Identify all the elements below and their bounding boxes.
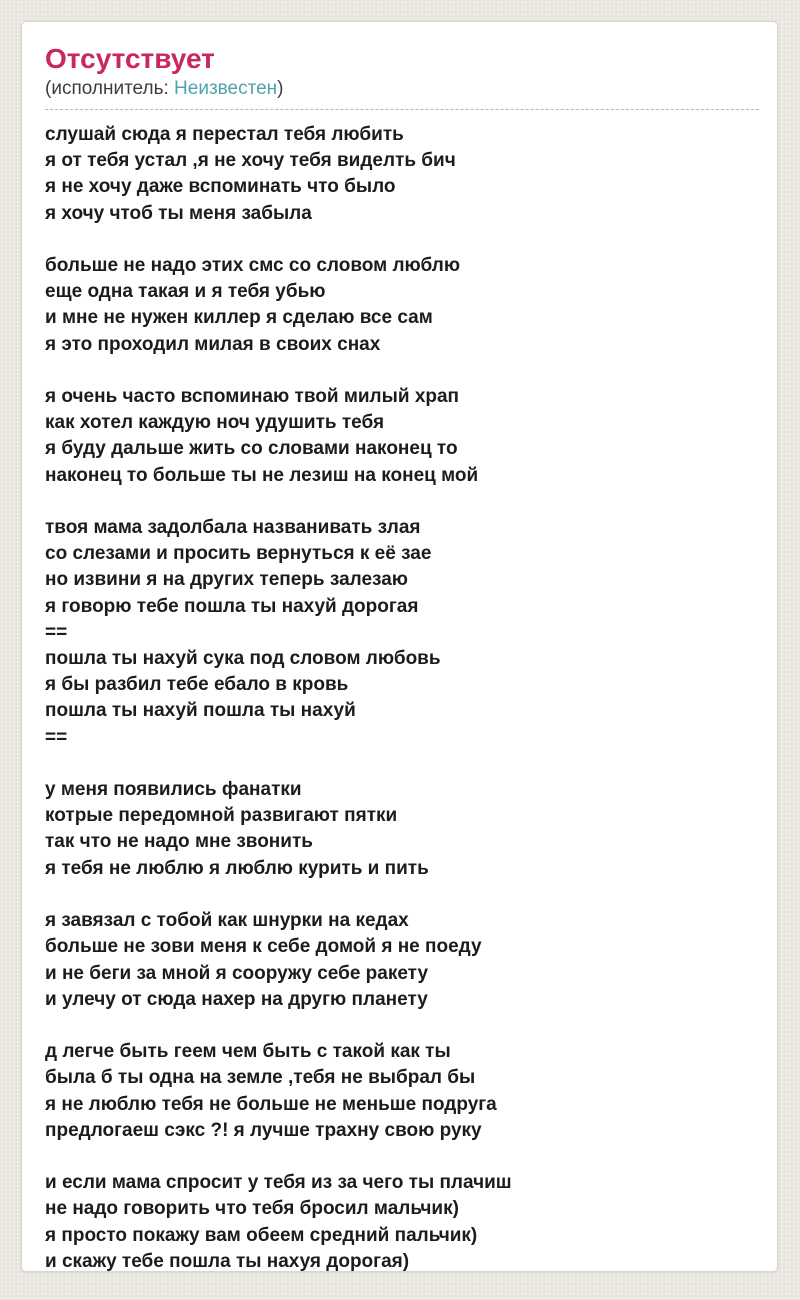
page-title: Отсутствует [45,43,215,74]
lyrics-line: и не беги за мной я сооружу себе ракету [45,962,429,984]
song-header [45,43,759,110]
artist-link[interactable]: Неизвестен [174,78,278,99]
lyrics-line: но извини я на других теперь залезаю [45,569,409,591]
lyrics-line: больше не надо этих смс со словом люблю [45,255,461,277]
artist-label-suffix: ) [277,78,284,99]
lyrics-blank-line [45,489,759,515]
lyrics-line: == [45,621,68,643]
lyrics-line: я завязал с тобой как шнурки на кедах [45,910,409,932]
lyrics-line: я от тебя устал ,я не хочу тебя виделть бич [45,150,456,172]
lyrics-line: я говорю тебе пошла ты нахуй дорогая [45,595,419,617]
lyrics-line: и скажу тебе пошла ты нахуя дорогая) [45,1250,410,1272]
lyrics-line: я тебя не люблю я люблю курить и пить [45,857,429,879]
lyrics-line: я не люблю тебя не больше не меньше подруга [45,1093,497,1115]
lyrics-line: предлогаеш сэкс ?! я лучше трахну свою руку [45,1119,482,1141]
artist-label-prefix: (исполнитель: [45,78,175,99]
lyrics-line: слушай сюда я перестал тебя любить [45,124,404,145]
lyrics-line: у меня появились фанатки [45,779,302,801]
content-card [21,21,778,1272]
lyrics-line: пошла ты нахуй сука под словом любовь [45,648,441,670]
lyrics-line: не надо говорить что тебя бросил мальчик) [45,1198,459,1220]
lyrics-line: еще одна такая и я тебя убью [45,281,326,303]
lyrics-blank-line [45,1013,759,1039]
lyrics-line: пошла ты нахуй пошла ты нахуй [45,700,356,722]
lyrics-line: я это проходил милая в своих снах [45,333,381,355]
lyrics-line: я не хочу даже вспоминать что было [45,176,396,198]
lyrics-line: == [45,726,68,748]
lyrics-line: д легче быть геем чем быть с такой как ты [45,1041,451,1063]
lyrics-line: я просто покажу вам обеем средний пальчик) [45,1224,478,1246]
lyrics-line: я бы разбил тебе ебало в кровь [45,674,349,696]
lyrics-blank-line [45,227,759,253]
lyrics-line: и мне не нужен киллер я сделаю все сам [45,307,433,329]
lyrics-blank-line [45,358,759,384]
lyrics-blank-line [45,751,759,777]
lyrics-line: котрые передомной развигают пятки [45,805,398,827]
lyrics-line: как хотел каждую ноч удушить тебя [45,412,385,434]
lyrics-line: я очень часто вспоминаю твой милый храп [45,386,460,408]
lyrics-line: наконец то больше ты не лезиш на конец мой [45,464,479,486]
lyrics-blank-line [45,882,759,908]
artist-line [45,78,759,100]
lyrics-line: больше не зови меня к себе домой я не поеду [45,936,482,958]
lyrics-line: была б ты одна на земле ,тебя не выбрал бы [45,1067,476,1089]
lyrics-line: и если мама спросит у тебя из за чего ты плачиш [45,1172,512,1194]
lyrics-line: я хочу чтоб ты меня забыла [45,202,312,224]
lyrics-line: я буду дальше жить со словами наконец то [45,438,458,460]
lyrics-line: со слезами и просить вернуться к её зае [45,543,432,565]
lyrics-blank-line [45,1144,759,1170]
lyrics-line: и улечу от сюда нахер на другю планету [45,988,428,1010]
lyrics-line: так что не надо мне звонить [45,831,313,853]
lyrics-line: твоя мама задолбала названивать злая [45,517,421,539]
lyrics-text [45,122,759,1272]
